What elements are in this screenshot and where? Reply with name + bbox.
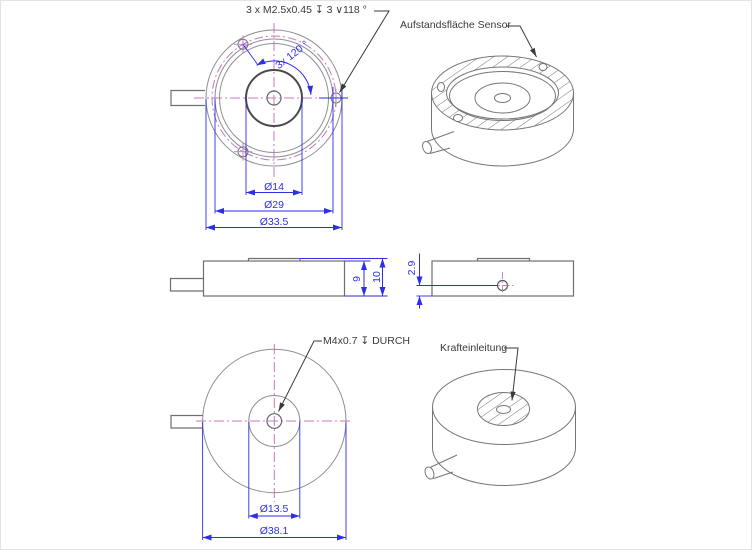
cable-stub: [171, 279, 204, 292]
thread-note-top: 3 x M2.5x0.45 ↧ 3 ∨118 °: [246, 4, 367, 16]
side-section-view: [417, 254, 574, 309]
label-force-introduction: Krafteinleitung: [440, 342, 508, 354]
cable-stub: [171, 416, 203, 429]
dim-hole-pattern: 3x 120 °: [273, 38, 312, 72]
dim-height-10: 10: [370, 271, 383, 283]
dim-diameter-13-5: Ø13.5: [259, 503, 289, 515]
dim-cable-height-2-9: 2.9: [406, 260, 418, 276]
dim-diameter-29: Ø29: [264, 199, 284, 211]
thread-note-leader: [340, 11, 390, 93]
dim-diameter-14: Ø14: [264, 181, 284, 193]
dim-height-9: 9: [351, 275, 363, 282]
cable-stub-iso: [423, 455, 457, 480]
top-plan-view: [171, 11, 389, 230]
label-contact-surface: Aufstandsfläche Sensor: [400, 19, 511, 31]
thread-note-bottom: M4x0.7 ↧ DURCH: [323, 335, 410, 347]
iso-bottom-view: [423, 348, 575, 485]
cable-stub-iso: [421, 132, 454, 155]
dim-diameter-33-5: Ø33.5: [259, 215, 289, 228]
iso-top-view: [421, 26, 574, 166]
thread-note-leader: [279, 341, 323, 412]
dim-diameter-38-1: Ø38.1: [259, 525, 289, 537]
